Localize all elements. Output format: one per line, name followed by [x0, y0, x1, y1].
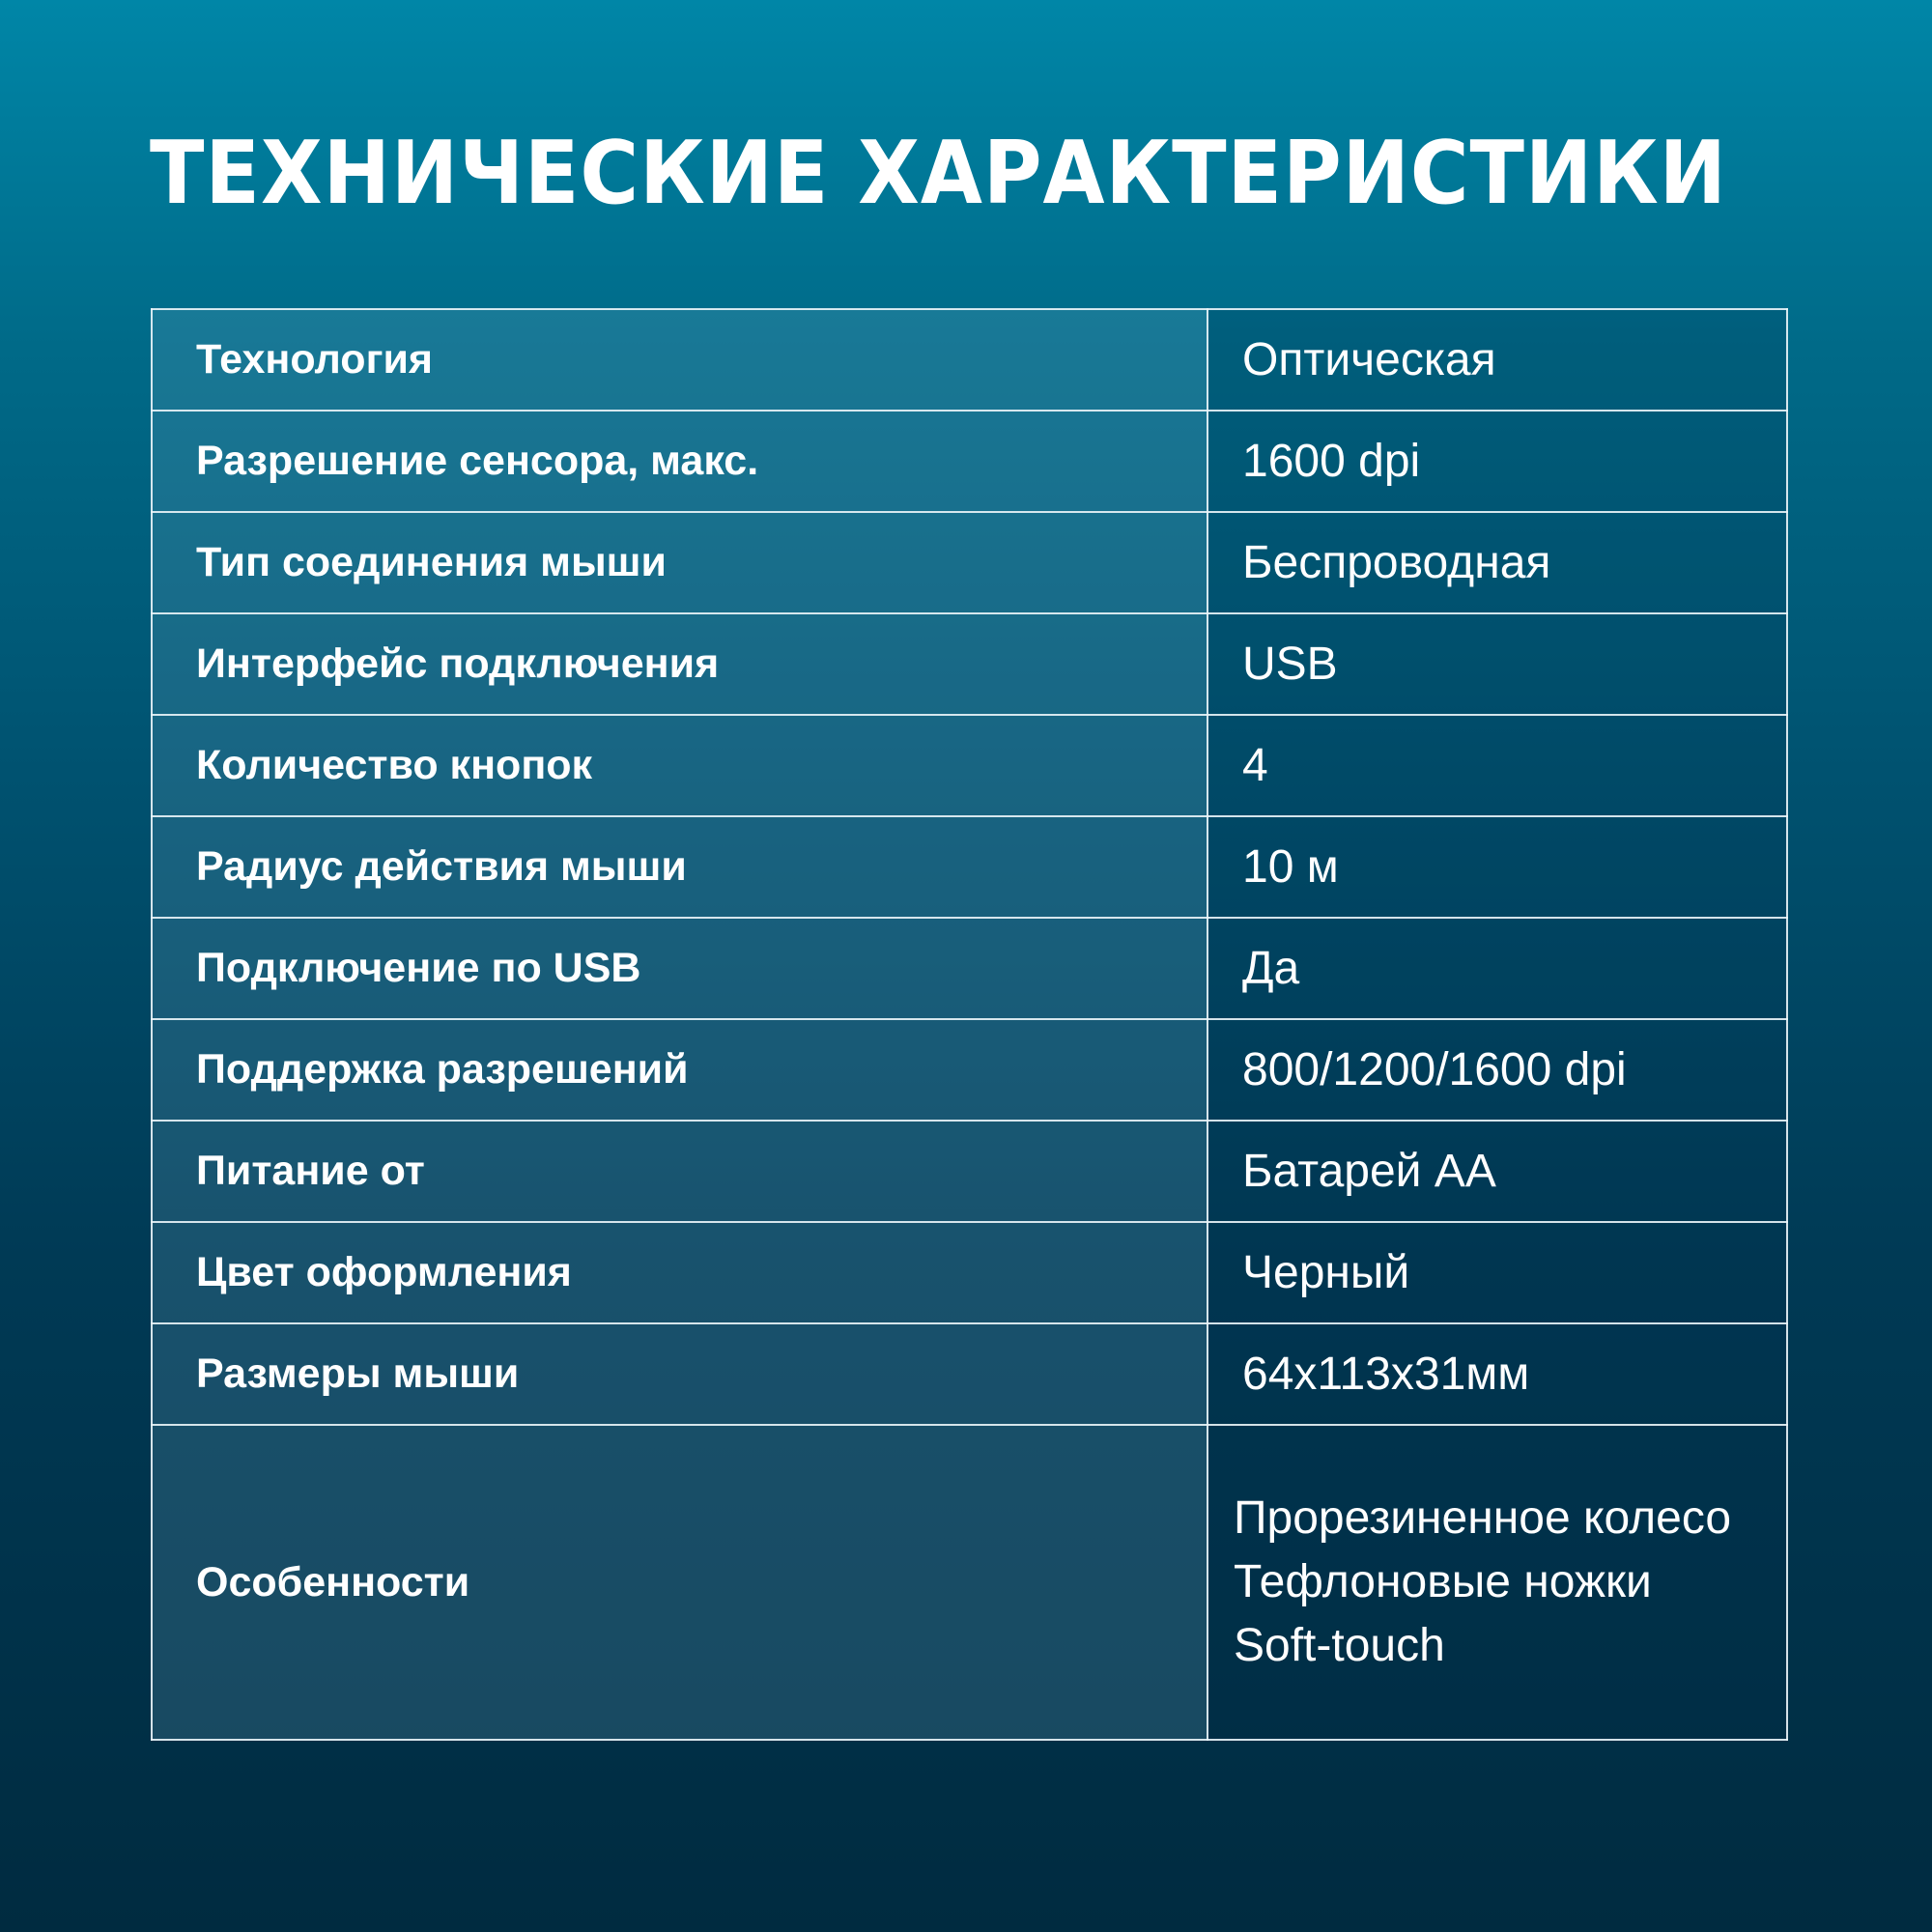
table-row — [152, 1019, 1787, 1121]
page-title: ТЕХНИЧЕСКИЕ ХАРАКТЕРИСТИКИ — [150, 123, 1727, 224]
spec-value: Батарей АА — [1208, 1121, 1787, 1222]
spec-value: 1600 dpi — [1208, 411, 1787, 512]
feature-item: Soft-touch — [1234, 1620, 1445, 1671]
spec-label: Размеры мыши — [152, 1323, 1208, 1425]
table-row — [152, 512, 1787, 613]
table-row — [152, 613, 1787, 715]
spec-label: Радиус действия мыши — [152, 816, 1208, 918]
spec-value: Беспроводная — [1208, 512, 1787, 613]
spec-value: 800/1200/1600 dpi — [1208, 1019, 1787, 1121]
spec-value: 10 м — [1208, 816, 1787, 918]
spec-value: 64x113x31мм — [1208, 1323, 1787, 1425]
spec-label: Количество кнопок — [152, 715, 1208, 816]
table-row — [152, 411, 1787, 512]
spec-value: Оптическая — [1208, 309, 1787, 411]
spec-value: Да — [1208, 918, 1787, 1019]
table-row — [152, 918, 1787, 1019]
spec-label: Тип соединения мыши — [152, 512, 1208, 613]
spec-label: Интерфейс подключения — [152, 613, 1208, 715]
spec-label: Особенности — [152, 1425, 1208, 1740]
spec-value: 4 — [1208, 715, 1787, 816]
spec-label: Разрешение сенсора, макс. — [152, 411, 1208, 512]
spec-value: USB — [1208, 613, 1787, 715]
table-row — [152, 715, 1787, 816]
spec-value: Черный — [1208, 1222, 1787, 1323]
features-value-list — [1208, 1425, 1787, 1740]
table-row — [152, 309, 1787, 411]
spec-table — [151, 308, 1788, 1741]
feature-item: Прорезиненное колесо — [1234, 1492, 1732, 1544]
spec-label: Технология — [152, 309, 1208, 411]
table-row-features — [152, 1425, 1787, 1740]
spec-label: Поддержка разрешений — [152, 1019, 1208, 1121]
spec-label: Подключение по USB — [152, 918, 1208, 1019]
table-row — [152, 1121, 1787, 1222]
spec-label: Цвет оформления — [152, 1222, 1208, 1323]
table-row — [152, 1222, 1787, 1323]
spec-label: Питание от — [152, 1121, 1208, 1222]
table-row — [152, 816, 1787, 918]
table-row — [152, 1323, 1787, 1425]
feature-item: Тефлоновые ножки — [1234, 1556, 1652, 1607]
